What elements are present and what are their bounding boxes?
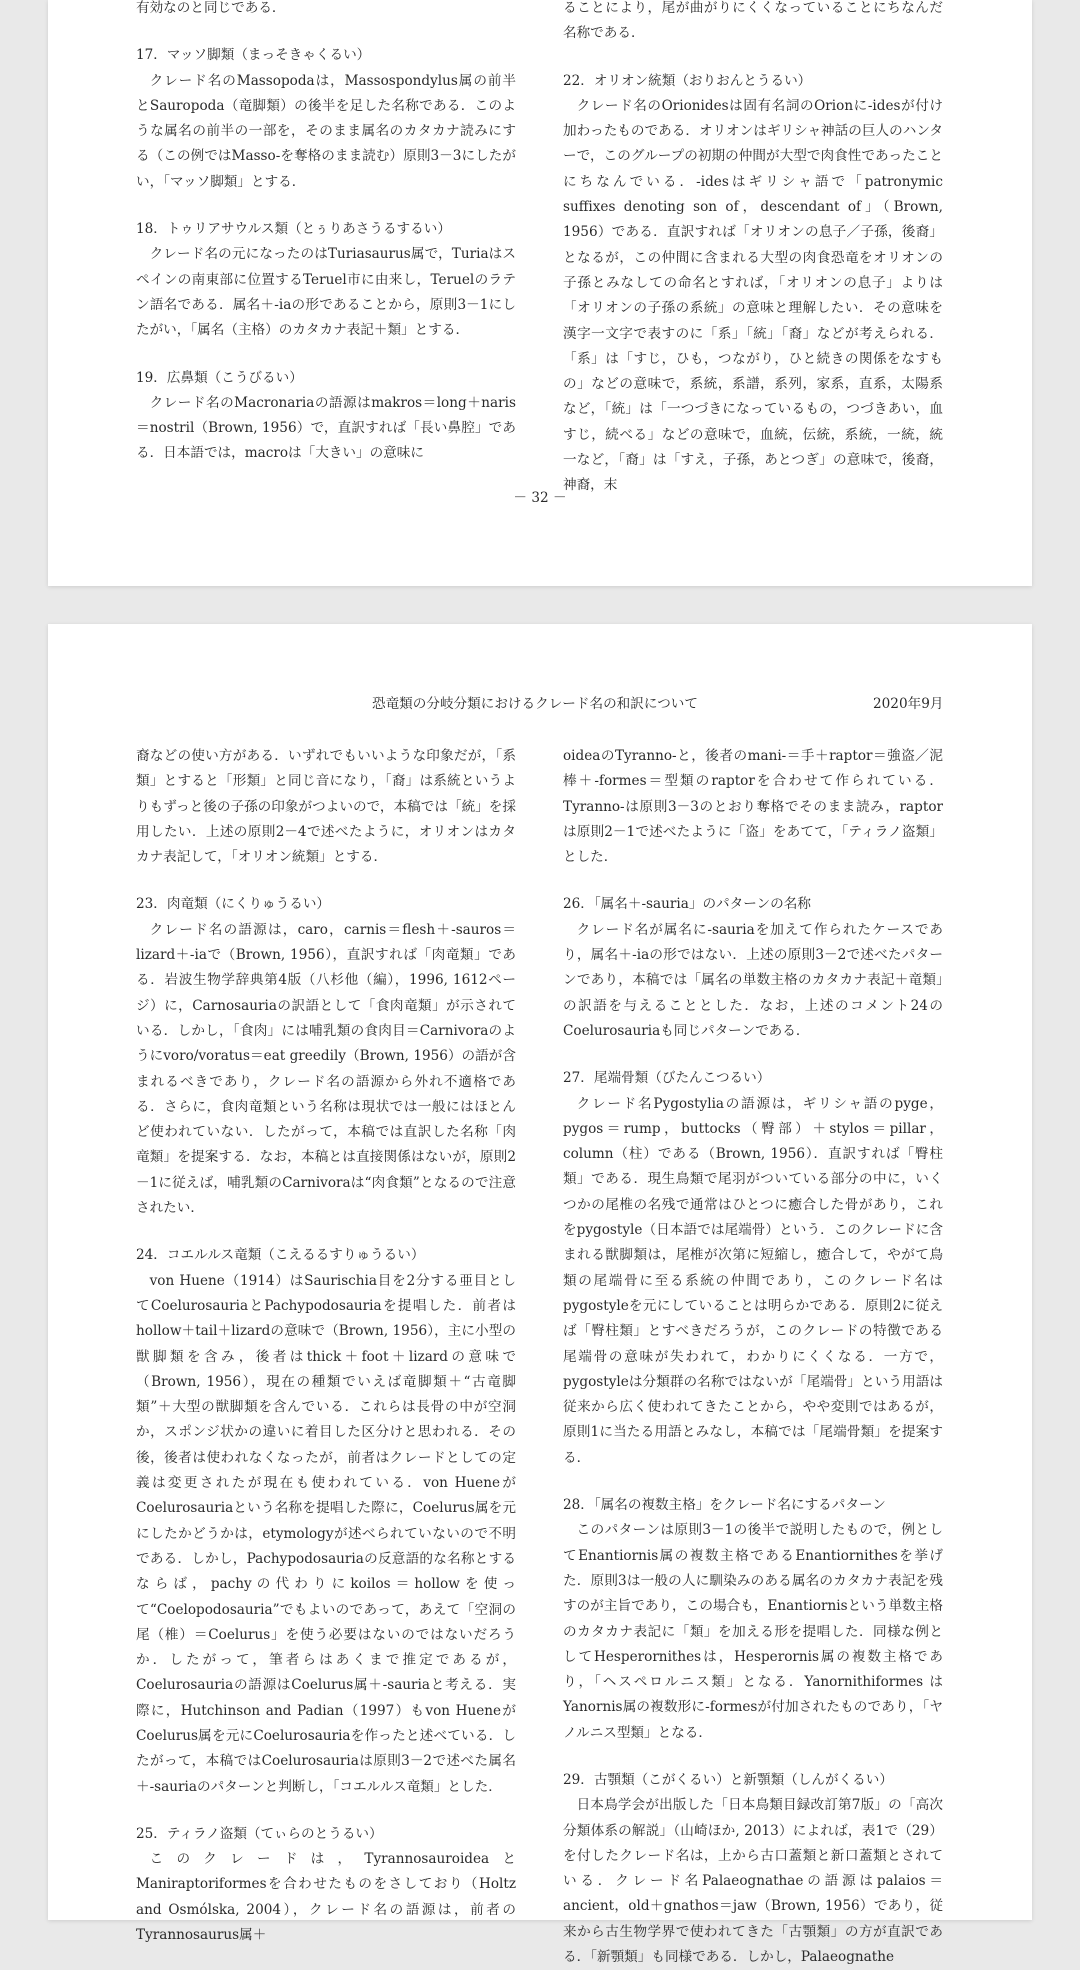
paragraph: 日本鳥学会が出版した「日本鳥類目録改訂第7版」の「高次分類体系の解説」（山崎ほか, 2013）によれば，表1で（29）を付したクレード名は，上から古口蓋類と新口蓋類とされている．クレード名Palaeognathaeの語源はpalaios＝ancient，old＋gnathos＝jaw（Brown, 1956）であり，従来から古生物学界で使われてきた「古顎類」の方が直訳である．「新顎類」も同様である．しかし，Palaeognathe (563, 1797, 943, 1966)
section-heading: 29．古顎類（こがくるい）と新顎類（しんがくるい） (563, 1771, 893, 1788)
paragraph: ることにより，尾が曲がりにくくなっていることにちなんだ名称である． (563, 0, 943, 42)
paragraph: von Huene（1914）はSaurischia目を2分する亜目としてCoelurosauriaとPachypodosauriaを提唱した．前者はhollow＋tail＋lizardの意味で（Brown, 1956），主に小型の獣脚類を含み，後者はthick＋foot＋lizardの意味で（Brown, 1956），現在の種類でいえば竜脚類＋“古竜脚類”＋大型の獣脚類を含んでいる．これらは長骨の中が空洞か，スポンジ状かの違いに着目した区分けと思われる．その後，後者は使われなくなったが，前者はクレードとしての定義は変更されたが現在も使われている．von HueneがCoelurosauriaという名称を提唱した際に，Coelurus属を元にしたかどうかは，etymologyが述べられていないので不明である．しかし，Pachypodosauriaの反意語的な名称とするならば，pachyの代わりにkoilos＝hollowを使って“Coelopodosauria”でもよいのであって，あえて「空洞の尾（椎）＝Coelurus」を使う必要はないのではないだろうか．したがって，筆者らはあくまで推定であるが，Coelurosauriaの語源はCoelurus属＋-sauriaと考える．実際に，Hutchinson and Padian（1997）もvon HueneがCoelurus属を元にCoelurosauriaを作ったと述べている．したがって，本稿ではCoelurosauriaは原則3－2で述べた属名＋-sauriaのパターンと判断し，「コエルルス竜類」とした． (136, 1272, 516, 1795)
page33-right-column (563, 744, 943, 1970)
running-header-title: 恐竜類の分岐分類におけるクレード名の和訳について (372, 696, 698, 712)
paragraph: oideaのTyranno-と，後者のmani-＝手＋raptor＝強盗／泥棒＋-formes＝型類のraptorを合わせて作られている．Tyranno-は原則3－3のとおり奪格でそのまま読み，raptorは原則2－1で述べたように「盗」をあてて，「ティラノ盗類」とした． (563, 748, 943, 866)
page-number: － 32 － (513, 490, 567, 506)
page33-left-column (136, 744, 516, 1948)
page32-left-column (136, 0, 516, 467)
document-page-32 (48, 0, 1032, 586)
section-heading: 28．「属名の複数主格」をクレード名にするパターン (563, 1497, 886, 1514)
paragraph-gap (136, 870, 516, 892)
paragraph: クレード名Pygostyliaの語源は，ギリシャ語のpyge，pygos＝rump，buttocks（臀部）＋stylos＝pillar，column（柱）である（Brown, 1956）．直訳すれば「臀柱類」である．現生鳥類で尾羽がついている部分の中に，いくつかの尾椎の名残で通常はひとつに癒合した骨があり，これをpygostyle（日本語では尾端骨）という．このクレードに含まれる獣脚類は，尾椎が次第に短縮し，癒合して，やがて鳥類の尾端骨に至る系統の仲間であり，このクレード名はpygostyleを元にしていることは明らかである．原則2に従えば「臀柱類」とすべきだろうが，このクレードの特徴である尾端骨の意味が失われて，わかりにくくなる．一方で，pygostyleは分類群の名称ではないが「尾端骨」という用語は従来から広く使われてきたことから，やや変則ではあるが，原則1に当たる用語とみなし，本稿では「尾端骨類」を提案する． (563, 1095, 943, 1466)
paragraph-gap (136, 344, 516, 366)
paragraph: 有効なのと同じである． (136, 0, 286, 16)
paragraph: このクレードは，TyrannosauroideaとManiraptoriformesを合わせたものをさしており（Holtz and Osmólska, 2004），クレード名の語源は，前者のTyrannosaurus属＋ (136, 1851, 516, 1944)
paragraph-gap (136, 1800, 516, 1822)
section-heading: 18．トゥリアサウルス類（とぅりあさうるするい） (136, 221, 451, 238)
paragraph-gap (563, 1471, 943, 1493)
page32-right-column (563, 0, 943, 499)
paragraph-gap (136, 21, 516, 43)
section-heading: 19．広鼻類（こうびるい） (136, 369, 303, 386)
paragraph-gap (563, 47, 943, 69)
paragraph: クレード名が属名に-sauriaを加えて作られたケースであり，属名＋-iaの形ではない．上述の原則3－2で述べたパターンであり，本稿では「属名の単数主格のカタカナ表記＋竜類」の訳語を与えることとした．なお，上述のコメント24のCoelurosauriaも同じパターンである． (563, 921, 943, 1039)
section-heading: 26．「属名＋-sauria」のパターンの名称 (563, 896, 811, 913)
paragraph-gap (563, 870, 943, 892)
section-heading: 22．オリオン統類（おりおんとうるい） (563, 72, 812, 89)
paragraph: クレード名の語源は，caro，carnis＝flesh＋-sauros＝lizard＋-iaで（Brown, 1956），直訳すれば「肉竜類」である．岩波生物学辞典第4版（八杉他（編），1996, 1612ページ）に，Carnosauriaの訳語として「食肉竜類」が示されている．しかし，「食肉」には哺乳類の食肉目＝Carnivoraのようにvoro/voratus＝eat greedily（Brown, 1956）の語が含まれるべきであり，クレード名の語源から外れ不適格である．さらに，食肉竜類という名称は現状では一般にはほとんど使われていない．したがって，本稿では直訳した名称「肉竜類」を提案する．なお，本稿とは直接関係はないが，原則2－1に従えば，哺乳類のCarnivoraは“肉食類”となるので注意されたい． (136, 921, 516, 1217)
paragraph: クレード名の元になったのはTuriasaurus属で，Turiaはスペインの南東部に位置するTeruel市に由来し，Teruelのラテン語名である．属名＋-iaの形であることから，原則3－1にしたがい，「属名（主格）のカタカナ表記＋類」とする． (136, 246, 516, 339)
paragraph: クレード名のOrionidesは固有名詞のOrionに-idesが付け加わったものである．オリオンはギリシャ神話の巨人のハンターで，このグループの初期の仲間が大型で肉食性であったことにちなんでいる．-idesはギリシャ語で「patronymic suffixes denoting son of，descendant of」（Brown, 1956）である．直訳すれば「オリオンの息子／子孫，後裔」となるが，この仲間に含まれる大型の肉食恐竜をオリオンの子孫とみなしての命名とすれば，「オリオンの息子」よりは「オリオンの子孫の系統」の意味と理解したい．その意味を漢字一文字で表すのに「系」「統」「裔」などが考えられる．「系」は「すじ，ひも，つながり，ひと続きの関係をなすもの」などの意味で，系統，系譜，系列，家系，直系，太陽系など，「統」は「一つづきになっているもの，つづきあい，血すじ，続べる」などの意味で，血統，伝統，系統，一統，統一など，「裔」は「すえ，子孫，あとつぎ」の意味で，後裔，神裔，末 (563, 97, 943, 494)
section-heading: 27．尾端骨類（びたんこつるい） (563, 1070, 771, 1087)
paragraph: クレード名のMacronariaの語源はmakros＝long＋naris＝nostril（Brown, 1956）で，直訳すれば「長い鼻腔」である．日本語では，macroは「大きい」の意味に (136, 394, 516, 462)
section-heading: 23．肉竜類（にくりゅうるい） (136, 896, 331, 913)
paragraph-gap (136, 1221, 516, 1243)
paragraph: 裔などの使い方がある．いずれでもいいような印象だが，「系類」とすると「形類」と同じ音になり，「裔」は系統というよりもずっと後の子孫の印象がつよいので，本稿では「統」を採用したい．上述の原則2－4で述べたように，オリオンはカタカナ表記して，「オリオン統類」とする． (136, 748, 516, 866)
paragraph-gap (136, 195, 516, 217)
section-heading: 25．ティラノ盗類（てぃらのとうるい） (136, 1825, 383, 1842)
section-heading: 17．マッソ脚類（まっそきゃくるい） (136, 47, 371, 64)
paragraph-gap (563, 1044, 943, 1066)
paragraph: このパターンは原則3－1の後半で説明したもので，例としてEnantiornis属の複数主格であるEnantiornithesを挙げた．原則3は一般の人に馴染みのある属名のカタカナ表記を残すのが主旨であり，この場合も，Enantiornisという単数主格のカタカナ表記に「類」を加える形を提唱した．同様な例としてHesperornithesは，Hesperornis属の複数主格であり，「ヘスペロルニス類」となる．Yanornithiformes はYanornis属の複数形に-formesが付加されたものであり，「ヤノルニス型類」となる． (563, 1522, 943, 1741)
paragraph: クレード名のMassopodaは，Massospondylus属の前半とSauropoda（竜脚類）の後半を足した名称である．このような属名の前半の一部を，そのまま属名のカタカナ読みにする（この例ではMasso-を奪格のまま読む）原則3－3にしたがい，「マッソ脚類」とする． (136, 72, 516, 190)
paragraph-gap (563, 1746, 943, 1768)
section-heading: 24．コエルルス竜類（こえるるすりゅうるい） (136, 1247, 425, 1264)
document-page-33 (48, 624, 1032, 1966)
running-header-date: 2020年9月 (873, 696, 944, 712)
